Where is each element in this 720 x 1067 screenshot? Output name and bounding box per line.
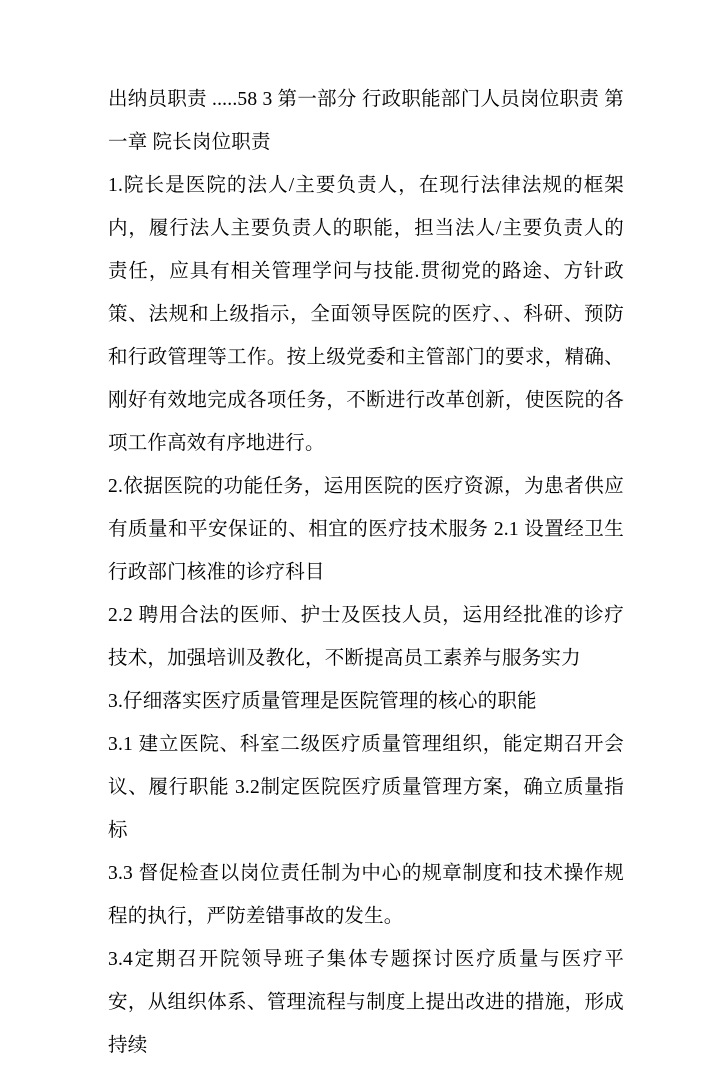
paragraph-toc-heading: 出纳员职责 .....58 3 第一部分 行政职能部门人员岗位职责 第一章 院长岗位职责: [108, 89, 624, 153]
paragraph-item-3-3: 3.3 督促检查以岗位责任制为中心的规章制度和技术操作规程的执行，严防差错事故的发生。: [108, 863, 624, 927]
paragraph-item-3-1: 3.1 建立医院、科室二级医疗质量管理组织，能定期召开会议、履行职能 3.2制定医院医疗质量管理方案，确立质量指标: [108, 734, 624, 841]
paragraph-item-3-4: 3.4定期召开院领导班子集体专题探讨医疗质量与医疗平安，从组织体系、管理流程与制度上提出改进的措施，形成持续: [108, 949, 624, 1056]
document-text-body: [108, 78, 624, 1067]
paragraph-item-3: 3.仔细落实医疗质量管理是医院管理的核心的职能: [108, 691, 537, 712]
paragraph-item-2-2: 2.2 聘用合法的医师、护士及医技人员，运用经批准的诊疗技术，加强培训及教化，不断提高员工素养与服务实力: [108, 605, 624, 669]
paragraph-item-1: 1.院长是医院的法人/主要负责人，在现行法律法规的框架内，履行法人主要负责人的职能，担当法人/主要负责人的责任，应具有相关管理学问与技能.贯彻党的路途、方针政策、法规和上级指示，全面领导医院的医疗、、科研、预防和行政管理等工作。按上级党委和主管部门的要求，精确、刚好有效地完成各项任务，不断进行改革创新，使医院的各项工作高效有序地进行。: [108, 175, 624, 454]
paragraph-item-2: 2.依据医院的功能任务，运用医院的医疗资源，为患者供应有质量和平安保证的、相宜的医疗技术服务 2.1 设置经卫生行政部门核准的诊疗科目: [108, 476, 624, 583]
